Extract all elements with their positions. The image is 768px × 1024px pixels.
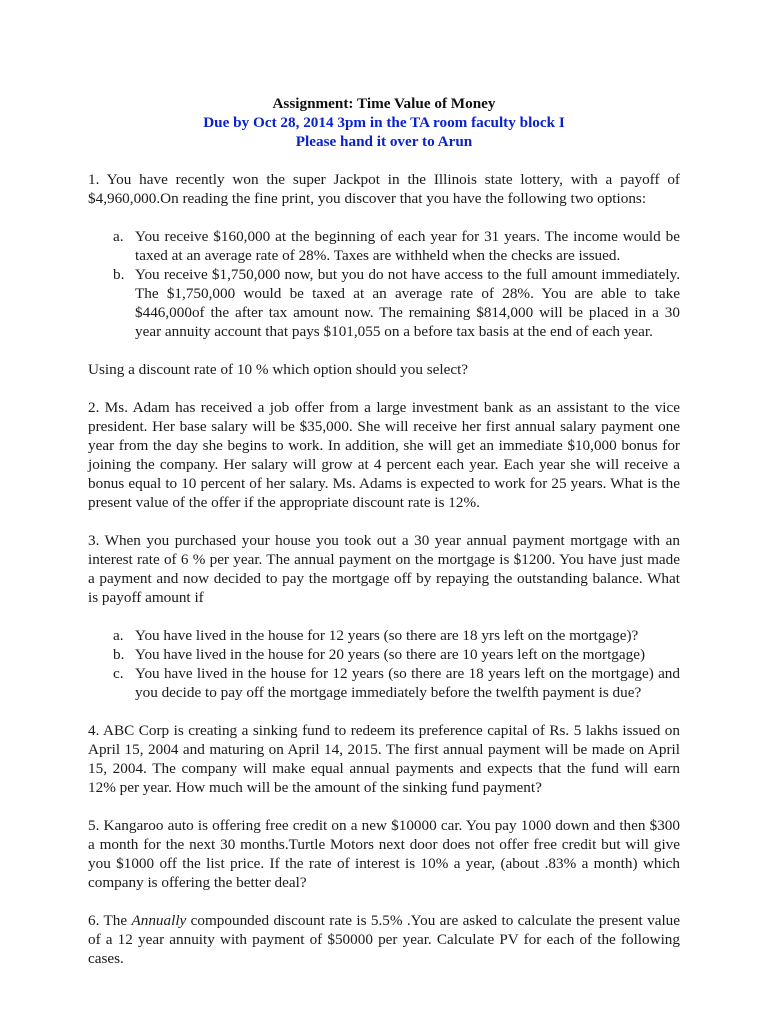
option-marker: c. [113, 665, 124, 682]
option-marker: b. [113, 266, 125, 283]
question-6-prefix: 6. The [88, 912, 132, 929]
question-4: 4. ABC Corp is creating a sinking fund to redeem its preference capital of Rs. 5 lakhs issued on April 15, 2004 and maturing on April 14, 2015. The first annual payment will be made on April 15, 2004. The company will make equal annual payments and expects that the fund will earn 12% per year. How much will be the amount of the sinking fund payment? [88, 722, 680, 796]
question-1-options [88, 227, 680, 341]
hand-in-line: Please hand it over to Arun [295, 133, 473, 150]
question-6 [88, 911, 680, 968]
question-1-option-a [88, 227, 680, 265]
question-3: 3. When you purchased your house you took out a 30 year annual payment mortgage with an interest rate of 6 % per year. The annual payment on the mortgage is $1200. You have just made a payment and now decided to pay the mortgage off by repaying the outstanding balance. What is payoff amount if [88, 532, 680, 606]
question-3-options [88, 626, 680, 702]
option-marker: b. [113, 646, 125, 663]
due-date-line: Due by Oct 28, 2014 3pm in the TA room faculty block I [203, 114, 565, 131]
option-text: You have lived in the house for 20 years (so there are 10 years left on the mortgage) [135, 646, 646, 663]
question-6-suffix: compounded discount rate is 5.5% .You are asked to calculate the present value of a 12 year annuity with payment of $50000 per year. Calculate PV for each of the following cases. [88, 912, 681, 967]
document-header [88, 94, 680, 151]
option-text: You receive $1,750,000 now, but you do not have access to the full amount immediately. The $1,750,000 would be taxed at an average rate of 28%. You are able to take $446,000of the after tax amount now. The remaining $814,000 will be placed in a 30 year annuity account that pays $101,055 on a before tax basis at the end of each year. [135, 266, 680, 340]
question-3-option-c [88, 664, 680, 702]
question-6-emphasis: Annually [131, 912, 187, 929]
question-5: 5. Kangaroo auto is offering free credit on a new $10000 car. You pay 1000 down and then $300 a month for the next 30 months.Turtle Motors next door does not offer free credit but will give you $1000 off the list price. If the rate of interest is 10% a year, (about .83% a month) which company is offering the better deal? [88, 817, 680, 891]
option-marker: a. [113, 627, 124, 644]
option-text: You have lived in the house for 12 years (so there are 18 years left on the mortgage) and you decide to pay off the mortgage immediately before the twelfth payment is due? [135, 665, 680, 701]
assignment-title: Assignment: Time Value of Money [272, 95, 496, 112]
question-1-prompt: Using a discount rate of 10 % which option should you select? [88, 361, 469, 378]
document-page [88, 0, 680, 968]
question-3-option-b [88, 645, 680, 664]
option-marker: a. [113, 228, 124, 245]
question-1: 1. You have recently won the super Jackpot in the Illinois state lottery, with a payoff of $4,960,000.On reading the fine print, you discover that you have the following two options: [88, 171, 680, 207]
option-text: You receive $160,000 at the beginning of each year for 31 years. The income would be taxed at an average rate of 28%. Taxes are withheld when the checks are issued. [135, 228, 680, 264]
question-2: 2. Ms. Adam has received a job offer from a large investment bank as an assistant to the vice president. Her base salary will be $35,000. She will receive her first annual salary payment one year from the day she begins to work. In addition, she will get an immediate $10,000 bonus for joining the company. Her salary will grow at 4 percent each year. Each year she will receive a bonus equal to 10 percent of her salary. Ms. Adams is expected to work for 25 years. What is the present value of the offer if the appropriate discount rate is 12%. [88, 399, 680, 511]
option-text: You have lived in the house for 12 years (so there are 18 yrs left on the mortgage)? [135, 627, 639, 644]
question-1-option-b [88, 265, 680, 341]
question-3-option-a [88, 626, 680, 645]
